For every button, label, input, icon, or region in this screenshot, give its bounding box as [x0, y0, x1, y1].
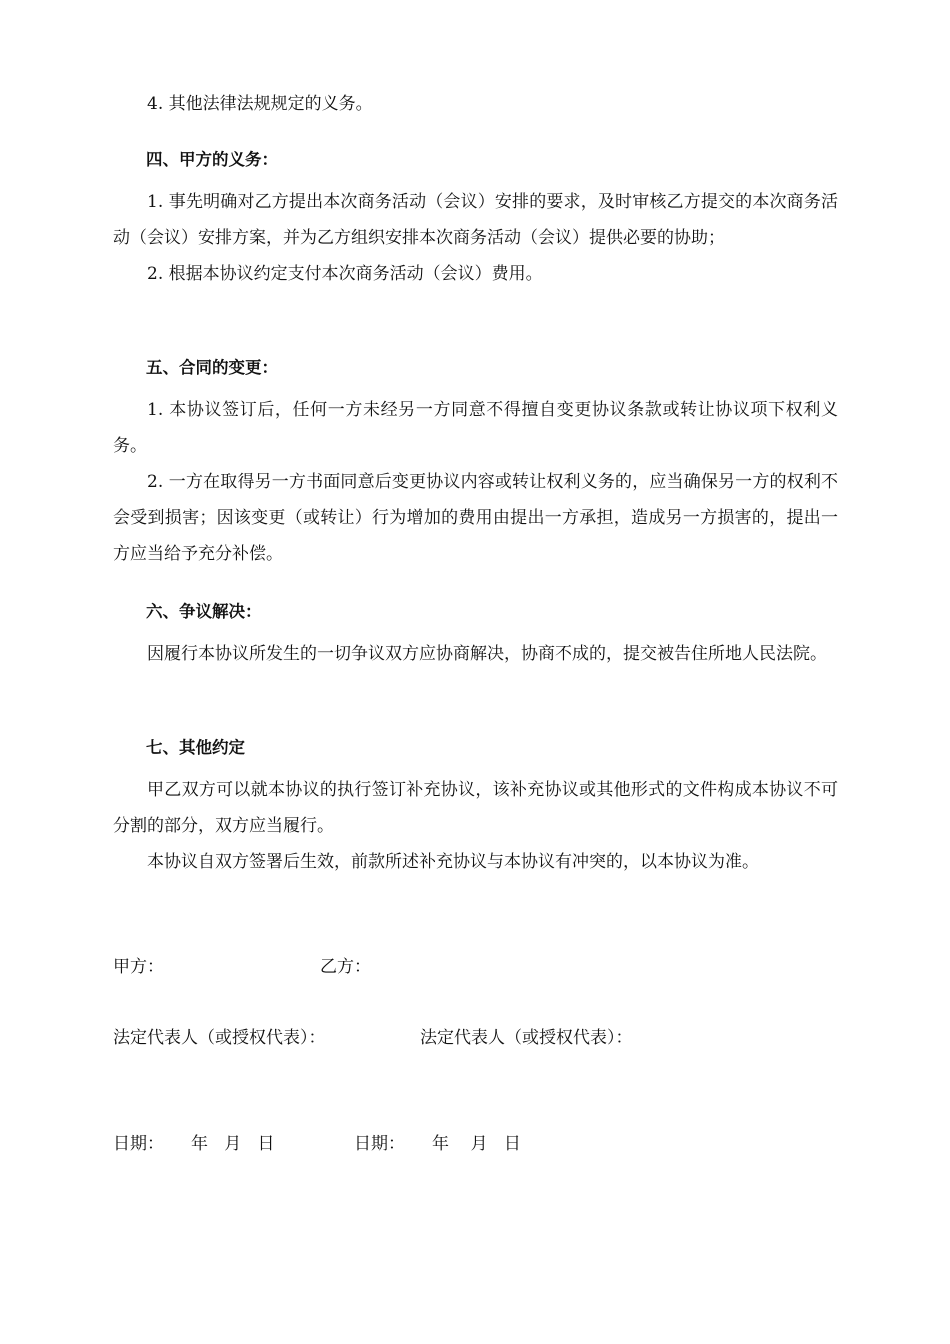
section-7-heading: 七、其他约定 [146, 738, 245, 757]
section-5-heading: 五、合同的变更： [146, 358, 278, 377]
section-4-paragraph-2: 2. 根据本协议约定支付本次商务活动（会议）费用。 [147, 264, 543, 284]
section-5-body [113, 392, 838, 572]
section-7-body [113, 772, 838, 880]
section-5-paragraph-2: 2. 一方在取得另一方书面同意后变更协议内容或转让权利义务的，应当确保另一方的权利不会受到损害；因该变更（或转让）行为增加的费用由提出一方承担，造成另一方损害的，提出一方应当给予充分补偿。 [113, 472, 838, 564]
section-7-paragraph-1: 甲乙双方可以就本协议的执行签订补充协议，该补充协议或其他形式的文件构成本协议不可分割的部分，双方应当履行。 [113, 780, 838, 836]
obligation-item-4-block [113, 86, 838, 122]
party-a-representative-label: 法定代表人（或授权代表）： [113, 1028, 326, 1048]
obligation-item-4: 4. 其他法律法规规定的义务。 [147, 94, 373, 114]
section-4-paragraph-1: 1. 事先明确对乙方提出本次商务活动（会议）安排的要求，及时审核乙方提交的本次商务活动（会议）安排方案，并为乙方组织安排本次商务活动（会议）提供必要的协助； [113, 192, 838, 248]
section-6-paragraph-1: 因履行本协议所发生的一切争议双方应协商解决，协商不成的，提交被告住所地人民法院。 [147, 644, 827, 664]
section-4-body [113, 184, 838, 292]
section-6-heading: 六、争议解决： [146, 602, 262, 621]
section-5 [113, 350, 838, 386]
party-b-representative-label: 法定代表人（或授权代表）： [420, 1028, 633, 1048]
section-6-body [113, 636, 838, 672]
section-4-heading: 四、甲方的义务： [146, 150, 278, 169]
section-7-paragraph-2: 本协议自双方签署后生效，前款所述补充协议与本协议有冲突的，以本协议为准。 [147, 852, 759, 872]
section-7 [113, 730, 838, 766]
section-5-paragraph-1: 1. 本协议签订后，任何一方未经另一方同意不得擅自变更协议条款或转让协议项下权利义务。 [113, 400, 838, 456]
section-6 [113, 594, 838, 630]
party-b-label: 乙方： [320, 957, 371, 977]
party-a-label: 甲方： [113, 957, 164, 977]
party-a-date-label: 日期： 年 月 日 [113, 1134, 275, 1154]
party-b-date-label: 日期： 年 月 日 [354, 1134, 521, 1154]
section-4 [113, 142, 838, 178]
